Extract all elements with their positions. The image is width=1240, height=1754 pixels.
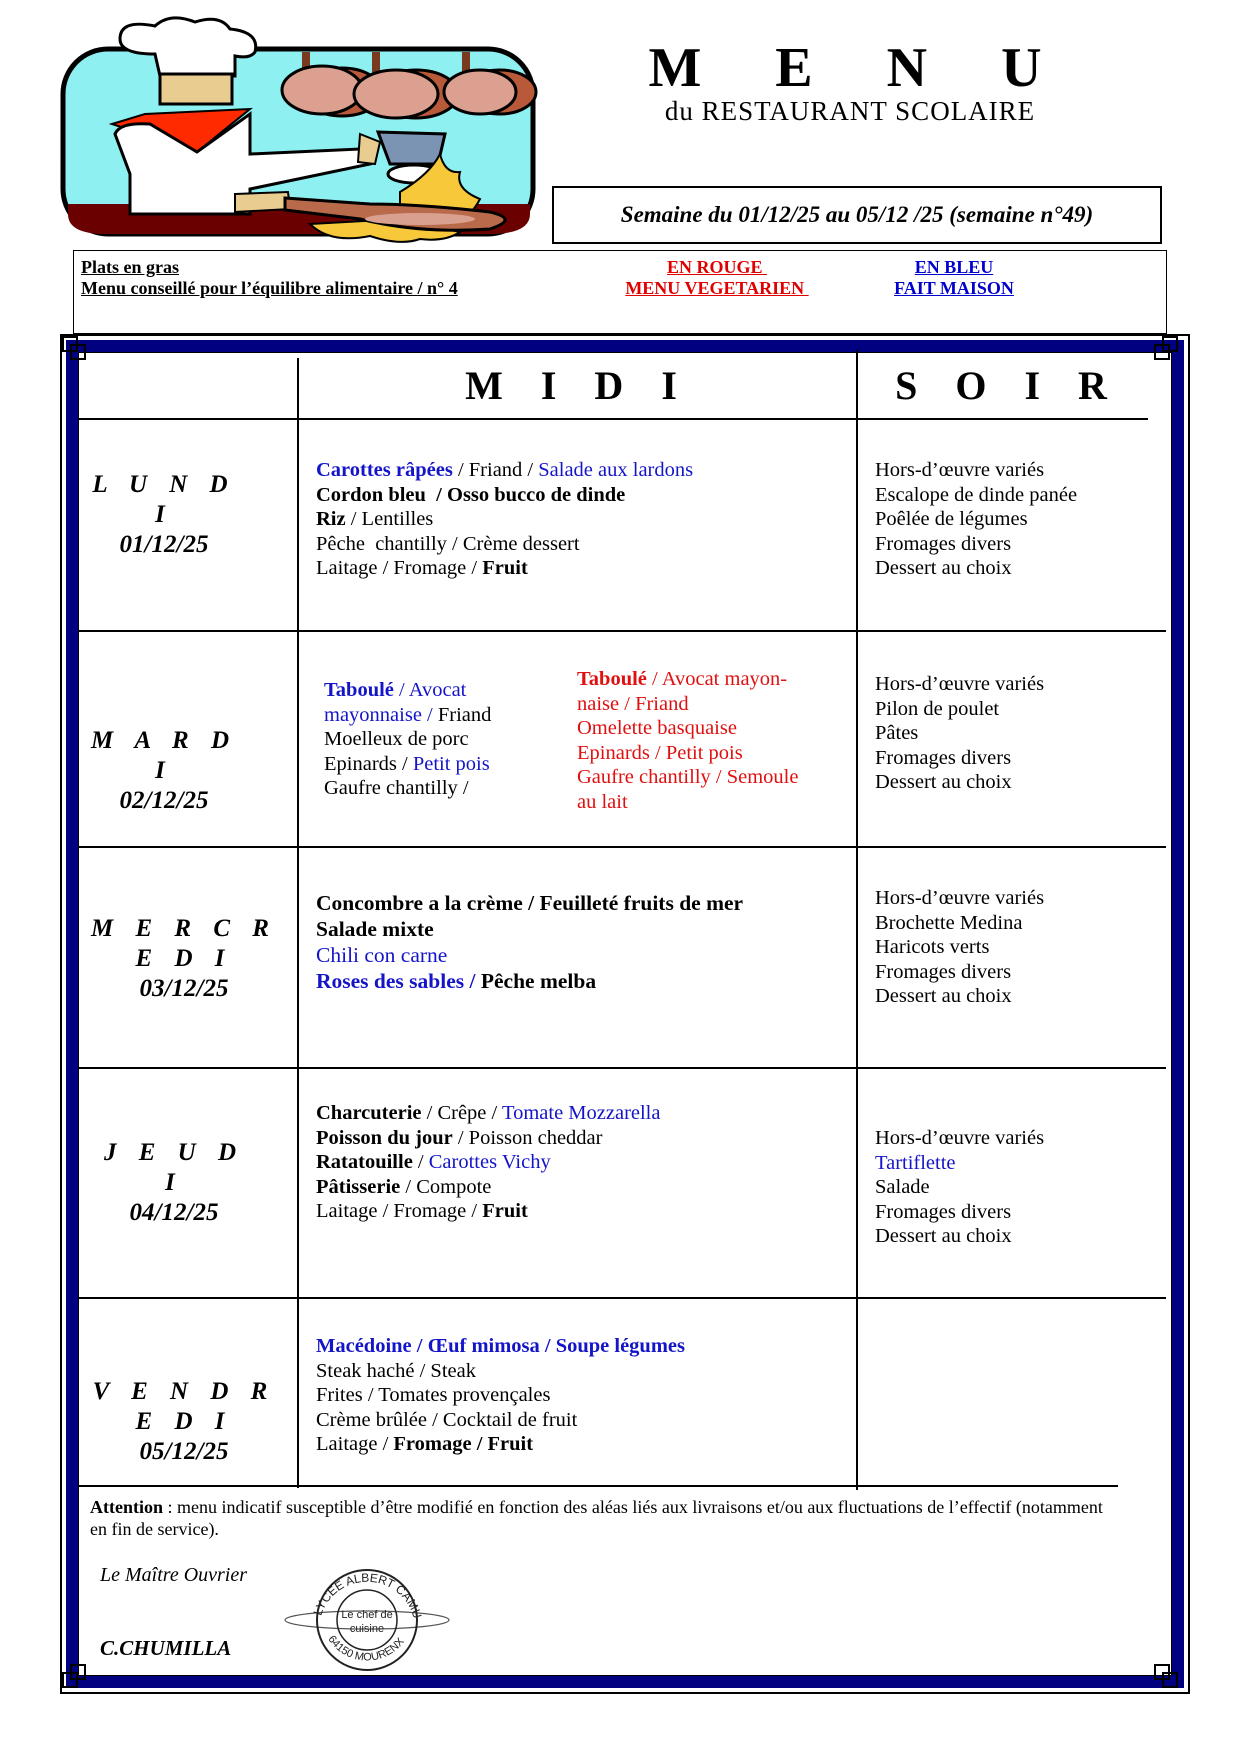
meal-item: Laitage /	[316, 1433, 394, 1455]
legend-bold-line2: Menu conseillé pour l’équilibre alimentaire / n° 4	[81, 278, 458, 298]
meal-item: Poisson du jour	[316, 1126, 453, 1149]
meal-item: Brochette Medina	[875, 911, 1023, 934]
meal-item: naise / Friand	[577, 692, 689, 715]
meal-line	[316, 458, 846, 483]
meal-item: Hors-d’œuvre variés	[875, 673, 1045, 695]
meal-item: / Poisson cheddar	[452, 1126, 603, 1149]
meal-line	[324, 752, 564, 777]
meal-line	[316, 556, 846, 581]
column-header-soir: S O I R	[895, 363, 1121, 408]
day-date: 04/12/25	[129, 1199, 219, 1226]
meal-line	[316, 1432, 846, 1457]
meal-line	[316, 1199, 846, 1224]
svg-text:64150 MOURENX: 64150 MOURENX	[325, 1633, 407, 1664]
week-text: Semaine du 01/12/25 au 05/12 /25 (semaine n°49)	[620, 202, 1094, 227]
meal-line	[875, 697, 1155, 722]
meal-line	[875, 746, 1155, 771]
meal-line	[316, 1126, 846, 1151]
day-name: L U N D I	[92, 471, 236, 528]
day-label-vendredi	[84, 1377, 284, 1467]
midi-veg-cell-mardi	[577, 667, 852, 814]
day-date: 05/12/25	[139, 1438, 229, 1465]
legend-bold-line1: Plats en gras	[81, 257, 179, 277]
svg-text:LYCEE ALBERT CAMUS: LYCEE ALBERT CAMU	[310, 1570, 425, 1621]
meal-item: Gaufre chantilly / Semoule	[577, 766, 799, 788]
legend-red	[602, 257, 832, 299]
day-name: M A R D I	[90, 727, 238, 784]
soir-cell-lundi	[875, 458, 1155, 581]
grid-line	[78, 630, 1166, 632]
meal-item: Hors-d’œuvre variés	[875, 887, 1045, 909]
meal-line	[316, 916, 851, 942]
legend-bold	[81, 257, 458, 299]
meal-item: Frites / Tomates provençales	[316, 1384, 551, 1406]
meal-item: Taboulé	[324, 679, 394, 701]
meal-item: Dessert au choix	[875, 1225, 1012, 1247]
legend-red-line1: EN ROUGE	[666, 257, 767, 277]
day-name: M E R C R E D I	[91, 915, 277, 972]
midi-cell-lundi	[316, 458, 846, 581]
meal-item: Taboulé	[577, 668, 647, 690]
school-stamp	[282, 1558, 452, 1678]
meal-item: Macédoine / Œuf mimosa / Soupe légumes	[316, 1335, 685, 1357]
meal-line	[875, 721, 1155, 746]
meal-item: Hors-d’œuvre variés	[875, 459, 1045, 481]
meal-line	[316, 507, 846, 532]
meal-line	[875, 1224, 1155, 1249]
meal-item: Ratatouille	[316, 1151, 413, 1173]
midi-cell-jeudi	[316, 1101, 846, 1224]
meal-line	[875, 984, 1155, 1009]
meal-item: Carottes râpées	[316, 459, 453, 481]
soir-cell-mercredi	[875, 886, 1155, 1009]
meal-line	[875, 532, 1155, 557]
meal-item: Dessert au choix	[875, 557, 1012, 579]
day-label-mercredi	[84, 914, 284, 1004]
meal-item: / Avocat	[393, 679, 467, 701]
meal-line	[316, 1175, 846, 1200]
meal-item: Fromages divers	[875, 532, 1012, 555]
meal-line	[577, 790, 852, 815]
grid-line	[78, 1485, 1118, 1487]
meal-item: Pâtes	[875, 722, 919, 744]
meal-item: Gaufre chantilly /	[324, 777, 469, 799]
svg-text:cuisine: cuisine	[349, 1623, 385, 1635]
grid-line	[78, 846, 1166, 848]
meal-item: Dessert au choix	[875, 985, 1012, 1007]
meal-item: /	[412, 1151, 429, 1173]
meal-item: Fromages divers	[875, 1200, 1012, 1223]
day-label-mardi	[84, 726, 244, 816]
chef-cooking-illustration	[60, 14, 544, 244]
meal-item: Salade	[875, 1176, 930, 1198]
meal-item: / Compote	[400, 1175, 492, 1198]
day-name: J E U D I	[103, 1139, 245, 1196]
meal-line	[875, 960, 1155, 985]
meal-item: Hors-d’œuvre variés	[875, 1127, 1045, 1149]
soir-cell-mardi	[875, 672, 1155, 795]
meal-line	[316, 483, 846, 508]
meal-item: Riz	[316, 508, 346, 530]
meal-line	[875, 1175, 1155, 1200]
week-range	[552, 186, 1162, 244]
meal-item: Tomate Mozzarella	[501, 1102, 661, 1124]
grid-line	[78, 1297, 1166, 1299]
meal-item: Epinards /	[324, 752, 413, 775]
legend-blue-line2: FAIT MAISON	[894, 278, 1014, 298]
meal-item: Haricots verts	[875, 936, 990, 958]
meal-line	[875, 1200, 1155, 1225]
meal-item: Steak haché / Steak	[316, 1359, 476, 1382]
meal-line	[875, 770, 1155, 795]
meal-item: Epinards / Petit pois	[577, 741, 743, 764]
meal-item: Charcuterie	[316, 1102, 422, 1124]
meal-line	[324, 776, 564, 801]
meal-item: Fromages divers	[875, 746, 1012, 769]
meal-item: Concombre a la crème / Feuilleté fruits de mer	[316, 891, 744, 915]
meal-item: / Friand /	[452, 459, 539, 481]
grid-line	[856, 350, 858, 1490]
meal-item: Crème brûlée / Cocktail de fruit	[316, 1408, 578, 1431]
legend-red-line2: MENU VEGETARIEN	[625, 278, 809, 298]
meal-item: / Crêpe /	[421, 1102, 502, 1124]
meal-line	[875, 556, 1155, 581]
meal-item: / Avocat mayon-	[646, 668, 788, 690]
day-date: 03/12/25	[139, 975, 229, 1002]
legend-blue	[874, 257, 1034, 299]
meal-item: Roses des sables /	[316, 969, 481, 993]
meal-line	[875, 672, 1155, 697]
meal-item: Escalope de dinde panée	[875, 483, 1078, 506]
meal-line	[577, 667, 852, 692]
midi-cell-vendredi	[316, 1334, 846, 1457]
day-date: 02/12/25	[119, 787, 209, 814]
attention-note	[90, 1496, 1120, 1540]
meal-line	[875, 507, 1155, 532]
meal-item: / Lentilles	[345, 508, 434, 530]
meal-item: Fromages divers	[875, 960, 1012, 983]
meal-item: Moelleux de porc	[324, 728, 469, 750]
meal-line	[577, 716, 852, 741]
meal-item: Salade mixte	[316, 917, 434, 941]
grid-line	[78, 1067, 1166, 1069]
meal-item: mayonnaise /	[324, 703, 438, 726]
meal-line	[577, 765, 852, 790]
frame-corner	[70, 344, 86, 360]
column-header-midi: M I D I	[465, 363, 691, 408]
meal-line	[875, 1151, 1155, 1176]
meal-line	[875, 935, 1155, 960]
day-label-jeudi	[94, 1138, 254, 1228]
meal-line	[324, 703, 564, 728]
meal-item: Fruit	[482, 557, 528, 579]
attention-text: : menu indicatif susceptible d’être modifié en fonction des aléas liés aux livraisons et/ou aux fluctuations de l’effectif (notamment en fin de service).	[90, 1497, 1103, 1539]
meal-item: Dessert au choix	[875, 771, 1012, 793]
meal-line	[875, 483, 1155, 508]
meal-item: Pêche chantilly / Crème dessert	[316, 532, 580, 555]
meal-line	[316, 1408, 846, 1433]
meal-item: Salade aux lardons	[538, 459, 694, 481]
day-label-lundi	[84, 470, 244, 560]
meal-item: Tartiflette	[875, 1151, 956, 1174]
meal-line	[316, 532, 846, 557]
soir-cell-jeudi	[875, 1126, 1155, 1249]
day-name: V E N D R E D I	[92, 1378, 276, 1435]
frame-corner	[70, 1664, 86, 1680]
meal-line	[875, 886, 1155, 911]
meal-line	[316, 1383, 846, 1408]
meal-line	[875, 911, 1155, 936]
frame-corner	[1154, 1664, 1170, 1680]
meal-line	[577, 692, 852, 717]
svg-text:Le chef de: Le chef de	[341, 1609, 393, 1621]
page-title: M E N U	[648, 37, 1072, 99]
meal-item: Pâtisserie	[316, 1175, 401, 1198]
grid-line	[297, 358, 299, 1488]
meal-item: Petit pois	[412, 752, 490, 775]
meal-item: Cordon bleu / Osso bucco de dinde	[316, 483, 626, 506]
day-date: 01/12/25	[119, 531, 209, 558]
meal-item: Chili con carne	[316, 943, 448, 967]
meal-line	[316, 1101, 846, 1126]
meal-line	[316, 890, 851, 916]
meal-item: Fromage / Fruit	[393, 1433, 534, 1455]
signer-name: C.CHUMILLA	[100, 1636, 232, 1660]
midi-cell-mercredi	[316, 890, 851, 994]
meal-item: Friand	[437, 703, 492, 726]
meal-item: Pilon de poulet	[875, 697, 1000, 720]
page-subtitle: du RESTAURANT SCOLAIRE	[664, 96, 1036, 126]
meal-item: au lait	[577, 790, 628, 813]
meal-line	[875, 1126, 1155, 1151]
legend-box	[73, 250, 1167, 334]
meal-item: Carottes Vichy	[428, 1151, 551, 1173]
frame-corner	[1154, 344, 1170, 360]
meal-item: Omelette basquaise	[577, 717, 737, 739]
meal-line	[316, 1334, 846, 1359]
legend-blue-line1: EN BLEU	[914, 257, 994, 277]
meal-line	[316, 942, 851, 968]
stamp-seal-icon	[282, 1558, 452, 1678]
meal-line	[577, 741, 852, 766]
meal-line	[875, 458, 1155, 483]
meal-line	[324, 727, 564, 752]
meal-item: Laitage / Fromage /	[316, 557, 483, 579]
meal-line	[316, 1359, 846, 1384]
meal-item: Laitage / Fromage /	[316, 1200, 483, 1222]
attention-label: Attention	[90, 1497, 163, 1517]
midi-cell-mardi	[324, 678, 564, 801]
chef-logo	[60, 14, 544, 244]
meal-item: Pêche melba	[480, 969, 597, 993]
grid-line	[78, 418, 1148, 420]
meal-item: Poêlée de légumes	[875, 508, 1028, 530]
meal-line	[324, 678, 564, 703]
meal-line	[316, 1150, 846, 1175]
signer-title: Le Maître Ouvrier	[100, 1564, 248, 1586]
meal-line	[316, 968, 851, 994]
meal-item: Fruit	[482, 1200, 528, 1222]
